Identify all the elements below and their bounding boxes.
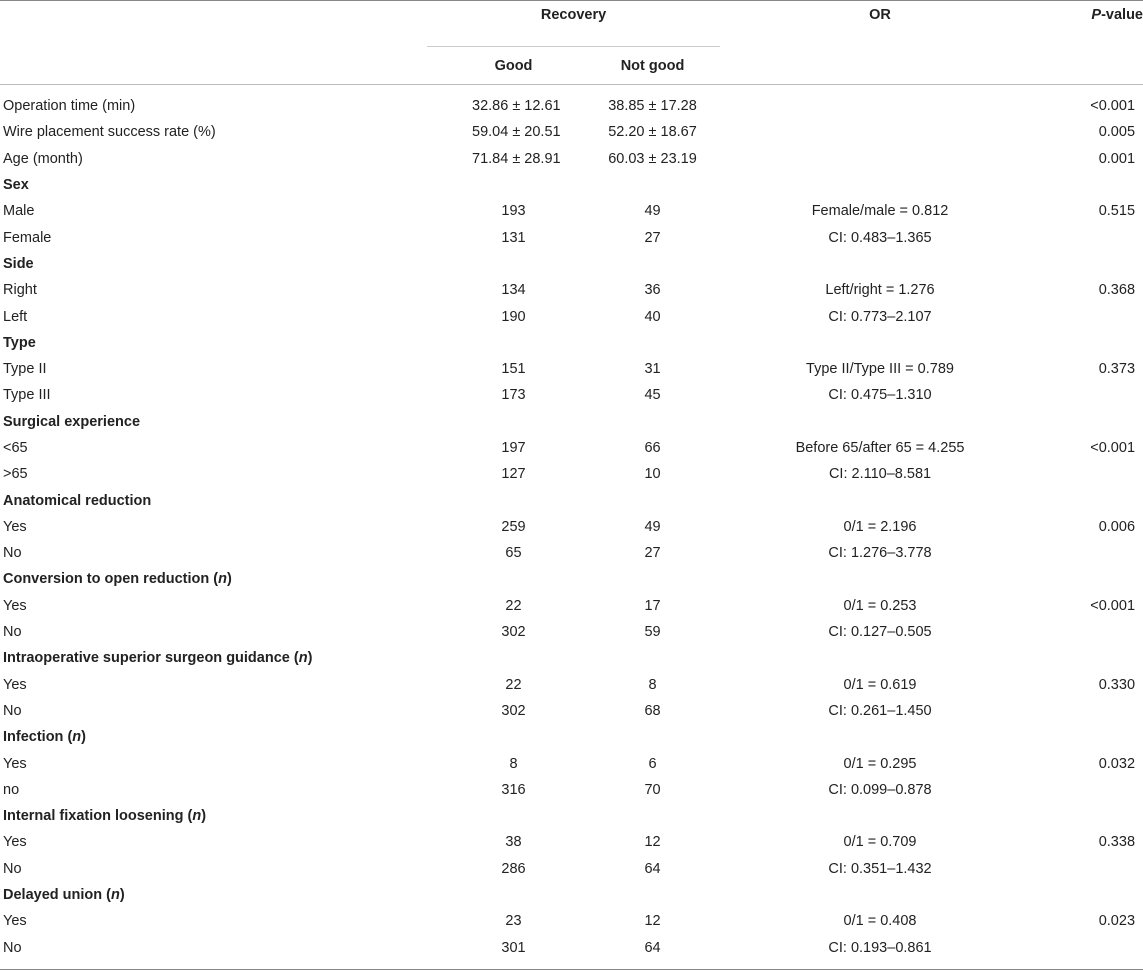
cell-not-good: 27 [644, 229, 661, 246]
section-heading-label: Conversion to open reduction ( [3, 571, 219, 588]
cell-not-good: 6 [648, 755, 657, 772]
section-heading [0, 803, 1143, 829]
cell-not-good: 12 [644, 913, 661, 930]
cell-not-good: 64 [644, 860, 661, 877]
row-label: Left [3, 308, 28, 325]
cell-or [720, 146, 1020, 172]
p-value-header-italic: P [1091, 7, 1102, 23]
row-label: No [0, 935, 400, 970]
section-heading-close-paren: ) [226, 571, 232, 588]
table-body [0, 85, 1143, 970]
recovery-header-label: Recovery [540, 7, 607, 23]
header-row-1 [0, 1, 1143, 48]
table-row [0, 593, 1143, 619]
cell-or: CI: 0.193–0.861 [720, 935, 1020, 970]
section-heading-n: n [218, 571, 227, 588]
table-row [0, 619, 1143, 645]
cell-good: 151 [501, 361, 526, 378]
row-label: No [3, 860, 22, 877]
cell-p-value [1020, 935, 1143, 970]
table-row [0, 303, 1143, 329]
cell-good: 22 [505, 676, 522, 693]
cell-not-good: 49 [644, 203, 661, 220]
row-label: Female [3, 229, 52, 246]
cell-good: 193 [501, 203, 526, 220]
cell-p-value [1020, 856, 1143, 882]
cell-or: Left/right = 1.276 [825, 282, 935, 299]
header-blank-2 [0, 47, 400, 85]
cell-or: CI: 0.475–1.310 [828, 387, 932, 404]
cell-p-value: 0.515 [1098, 203, 1136, 220]
section-row [0, 487, 1143, 513]
cell-p-value [1020, 698, 1143, 724]
or-header: OR [720, 1, 1020, 48]
cell-not-good: 45 [644, 387, 661, 404]
cell-or: Female/male = 0.812 [811, 203, 949, 220]
cell-good: 32.86 ± 12.61 [472, 98, 561, 115]
good-header: Good [400, 47, 555, 85]
cell-p-value: 0.330 [1098, 676, 1136, 693]
row-label: Yes [3, 755, 27, 772]
table-row [0, 146, 1143, 172]
cell-p-value: 0.006 [1098, 518, 1136, 535]
cell-good: 302 [501, 624, 526, 641]
table-row [0, 856, 1143, 882]
section-row [0, 724, 1143, 750]
cell-good: 286 [501, 860, 526, 877]
table-row [0, 829, 1143, 855]
cell-or: 0/1 = 2.196 [843, 518, 917, 535]
section-heading-label: Anatomical reduction [3, 492, 152, 509]
cell-p-value: 0.005 [1098, 124, 1136, 141]
section-heading-n: n [72, 729, 82, 746]
section-heading [0, 487, 1143, 513]
cell-or: CI: 0.773–2.107 [828, 308, 932, 325]
cell-p-value: 0.338 [1098, 834, 1136, 851]
cell-good: 127 [501, 466, 526, 483]
cell-p-value: 0.001 [1098, 150, 1136, 167]
not-good-header: Not good [555, 47, 720, 85]
section-heading-n: n [110, 887, 120, 904]
section-heading-label: Side [3, 255, 34, 272]
cell-or: Type II/Type III = 0.789 [806, 361, 954, 378]
row-label: Male [3, 203, 35, 220]
section-row [0, 172, 1143, 198]
cell-p-value [1020, 461, 1143, 487]
cell-not-good: 17 [644, 597, 661, 614]
row-label: No [3, 545, 22, 562]
section-heading-close-paren: ) [119, 887, 125, 904]
header-blank [0, 1, 400, 48]
cell-not-good: 27 [644, 545, 661, 562]
row-label: Yes [3, 913, 27, 930]
cell-not-good: 36 [644, 282, 661, 299]
cell-not-good: 66 [644, 440, 661, 456]
cell-good: 316 [501, 781, 526, 798]
cell-p-value: 0.373 [1098, 361, 1136, 378]
section-heading-label: Internal fixation loosening ( [3, 808, 193, 825]
row-label: Right [3, 282, 37, 299]
cell-p-value: 0.368 [1098, 282, 1136, 299]
section-heading-close-paren: ) [307, 650, 313, 667]
cell-or: Before 65/after 65 = 4.255 [795, 440, 965, 456]
table-row [0, 435, 1143, 461]
table-row [0, 935, 1143, 970]
cell-good: 23 [505, 913, 522, 930]
cell-or: CI: 0.127–0.505 [828, 624, 932, 641]
cell-not-good: 10 [644, 466, 661, 483]
cell-p-value [1020, 540, 1143, 566]
row-label: Yes [3, 518, 27, 535]
section-heading-label: Delayed union ( [3, 887, 111, 904]
cell-p-value [1020, 619, 1143, 645]
cell-not-good: 64 [555, 935, 720, 970]
row-label: No [3, 702, 22, 719]
header-row-2 [0, 47, 1143, 85]
cell-p-value [1020, 382, 1143, 408]
row-label: no [3, 781, 20, 798]
section-heading-label: Intraoperative superior surgeon guidance ( [3, 650, 299, 667]
section-row [0, 330, 1143, 356]
cell-good: 259 [501, 518, 526, 535]
cell-or [720, 119, 1020, 145]
section-row [0, 645, 1143, 671]
section-heading [0, 409, 1143, 435]
cell-good: 197 [501, 440, 526, 456]
section-heading-label: Surgical experience [3, 413, 141, 430]
header-blank-3 [720, 47, 1020, 85]
row-label: No [3, 624, 22, 641]
cell-or: CI: 0.483–1.365 [828, 229, 932, 246]
section-heading [0, 330, 1143, 356]
row-label: Yes [3, 676, 27, 693]
section-row [0, 409, 1143, 435]
table-row [0, 119, 1143, 145]
cell-or [720, 85, 1020, 120]
table-row [0, 908, 1143, 934]
section-heading-close-paren: ) [81, 729, 86, 746]
row-label: Operation time (min) [3, 98, 136, 115]
cell-not-good: 59 [644, 624, 661, 641]
cell-not-good: 68 [644, 702, 661, 719]
section-heading-close-paren: ) [201, 808, 207, 825]
table-row [0, 277, 1143, 303]
cell-or: 0/1 = 0.295 [843, 755, 917, 772]
cell-good: 38 [505, 834, 522, 851]
cell-good: 65 [505, 545, 522, 562]
cell-or: CI: 0.261–1.450 [828, 702, 932, 719]
row-label: Age (month) [3, 150, 83, 167]
section-heading-n: n [192, 808, 202, 825]
section-row [0, 882, 1143, 908]
section-heading [0, 645, 1143, 671]
row-label: <65 [3, 440, 28, 456]
row-label: Yes [3, 597, 27, 614]
cell-or: CI: 1.276–3.778 [828, 545, 932, 562]
row-label: >65 [3, 466, 28, 483]
section-heading [0, 724, 1143, 750]
cell-not-good: 8 [648, 676, 657, 693]
table-row [0, 540, 1143, 566]
cell-p-value [1020, 777, 1143, 803]
cell-good: 59.04 ± 20.51 [472, 124, 561, 141]
cell-not-good: 60.03 ± 23.19 [608, 150, 697, 167]
cell-p-value: <0.001 [1090, 98, 1136, 115]
cell-or: CI: 0.099–0.878 [828, 781, 932, 798]
table-row [0, 461, 1143, 487]
cell-good: 131 [501, 229, 526, 246]
cell-not-good: 52.20 ± 18.67 [608, 124, 697, 141]
table-row [0, 198, 1143, 224]
cell-p-value: <0.001 [1090, 597, 1136, 614]
p-value-header-rest: -value [1101, 7, 1143, 23]
table-row [0, 750, 1143, 776]
cell-not-good: 38.85 ± 17.28 [608, 98, 697, 115]
table-row [0, 85, 1143, 120]
cell-or: 0/1 = 0.253 [843, 597, 917, 614]
table-header [0, 1, 1143, 85]
cell-p-value [1020, 303, 1143, 329]
cell-good: 71.84 ± 28.91 [472, 150, 561, 167]
cell-p-value: 0.032 [1098, 755, 1136, 772]
cell-good: 22 [505, 597, 522, 614]
cell-or: 0/1 = 0.408 [843, 913, 917, 930]
p-value-header [1020, 1, 1143, 48]
section-heading [0, 251, 1143, 277]
row-label: Wire placement success rate (%) [3, 124, 216, 141]
row-label: Yes [3, 834, 27, 851]
header-blank-4 [1020, 47, 1143, 85]
section-heading [0, 566, 1143, 592]
recovery-header [400, 1, 720, 48]
cell-good: 302 [501, 702, 526, 719]
section-heading-n: n [298, 650, 308, 667]
cell-good: 173 [501, 387, 526, 404]
cell-good: 8 [509, 755, 518, 772]
section-heading [0, 882, 1143, 908]
cell-not-good: 40 [644, 308, 661, 325]
cell-p-value [1020, 224, 1143, 250]
row-label: Type II [3, 361, 47, 378]
section-row [0, 803, 1143, 829]
table-row [0, 698, 1143, 724]
cell-good: 190 [501, 308, 526, 325]
section-row [0, 566, 1143, 592]
cell-not-good: 31 [644, 361, 661, 378]
recovery-underline [427, 46, 720, 47]
section-heading-label: Infection ( [3, 729, 73, 746]
cell-not-good: 49 [644, 518, 661, 535]
cell-not-good: 70 [644, 781, 661, 798]
table-row [0, 382, 1143, 408]
cell-or: 0/1 = 0.619 [843, 676, 917, 693]
table-row [0, 672, 1143, 698]
section-heading-label: Sex [3, 177, 29, 194]
cell-or: CI: 2.110–8.581 [828, 466, 932, 483]
cell-good: 301 [400, 935, 555, 970]
table-row [0, 224, 1143, 250]
table-row [0, 777, 1143, 803]
table-row [0, 356, 1143, 382]
cell-p-value: 0.023 [1098, 913, 1136, 930]
section-heading [0, 172, 1143, 198]
row-label: Type III [3, 387, 51, 404]
cell-or: 0/1 = 0.709 [843, 834, 917, 851]
cell-not-good: 12 [644, 834, 661, 851]
cell-p-value: <0.001 [1090, 440, 1136, 456]
section-heading-label: Type [3, 334, 36, 351]
section-row [0, 251, 1143, 277]
table-row [0, 514, 1143, 540]
cell-good: 134 [501, 282, 526, 299]
cell-or: CI: 0.351–1.432 [828, 860, 932, 877]
